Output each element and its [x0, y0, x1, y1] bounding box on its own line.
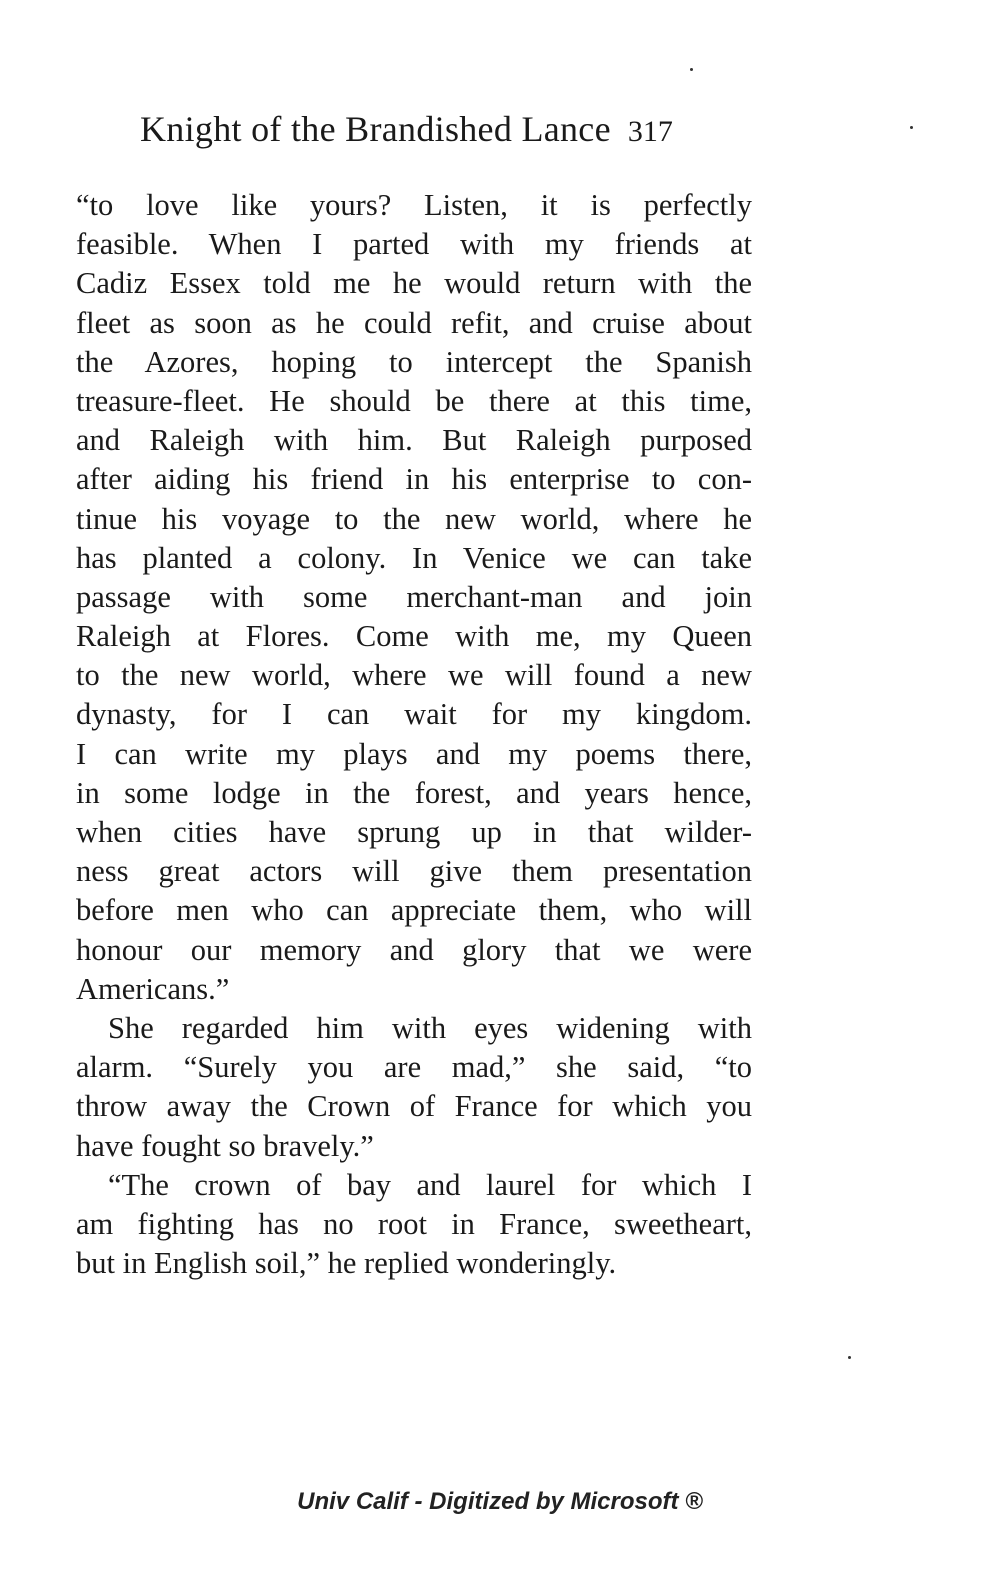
page-number: 317 [627, 115, 673, 148]
text-line: I can write my plays and my poems there, [76, 736, 752, 771]
text-line: treasure-fleet. He should be there at this time, [76, 383, 752, 418]
text-line: the Azores, hoping to intercept the Spanish [76, 344, 752, 379]
text-line: Raleigh at Flores. Come with me, my Queen [76, 619, 752, 654]
body-text [76, 186, 752, 1283]
text-line: fleet as soon as he could refit, and cruise about [76, 305, 752, 340]
text-line: tinue his voyage to the new world, where he [76, 501, 752, 536]
text-line: She regarded him with eyes widening with [108, 1010, 752, 1045]
text-line: Cadiz Essex told me he would return with the [76, 266, 752, 301]
digitization-watermark: Univ Calif - Digitized by Microsoft ® [297, 1488, 703, 1515]
text-line: dynasty, for I can wait for my kingdom. [76, 697, 752, 732]
scan-speck [910, 126, 913, 129]
text-line: feasible. When I parted with my friends at [76, 227, 752, 262]
text-line: before men who can appreciate them, who will [76, 893, 752, 928]
text-line: “to love like yours? Listen, it is perfectly [76, 188, 752, 222]
text-line: throw away the Crown of France for which you [76, 1089, 752, 1124]
text-line: alarm. “Surely you are mad,” she said, “to [76, 1050, 752, 1085]
text-line: but in English soil,” he replied wonderingly. [76, 1246, 617, 1281]
text-line: in some lodge in the forest, and years hence, [76, 775, 752, 810]
text-line: honour our memory and glory that we were [76, 932, 752, 967]
scan-speck [690, 68, 693, 71]
text-line: am fighting has no root in France, sweetheart, [76, 1206, 752, 1241]
text-line: and Raleigh with him. But Raleigh purposed [76, 423, 752, 458]
text-line: Americans.” [76, 971, 230, 1006]
text-line: after aiding his friend in his enterprise to con- [76, 462, 752, 497]
text-line: ness great actors will give them presentation [76, 854, 752, 889]
text-line: passage with some merchant-man and join [76, 579, 752, 614]
running-header [140, 108, 760, 150]
running-title: Knight of the Brandished Lance [140, 109, 611, 149]
text-line: has planted a colony. In Venice we can take [76, 540, 752, 575]
text-line: have fought so bravely.” [76, 1128, 374, 1163]
text-line: to the new world, where we will found a new [76, 658, 752, 693]
scan-speck [848, 1356, 851, 1359]
text-line: when cities have sprung up in that wilder- [76, 815, 752, 849]
text-line: “The crown of bay and laurel for which I [108, 1167, 752, 1202]
